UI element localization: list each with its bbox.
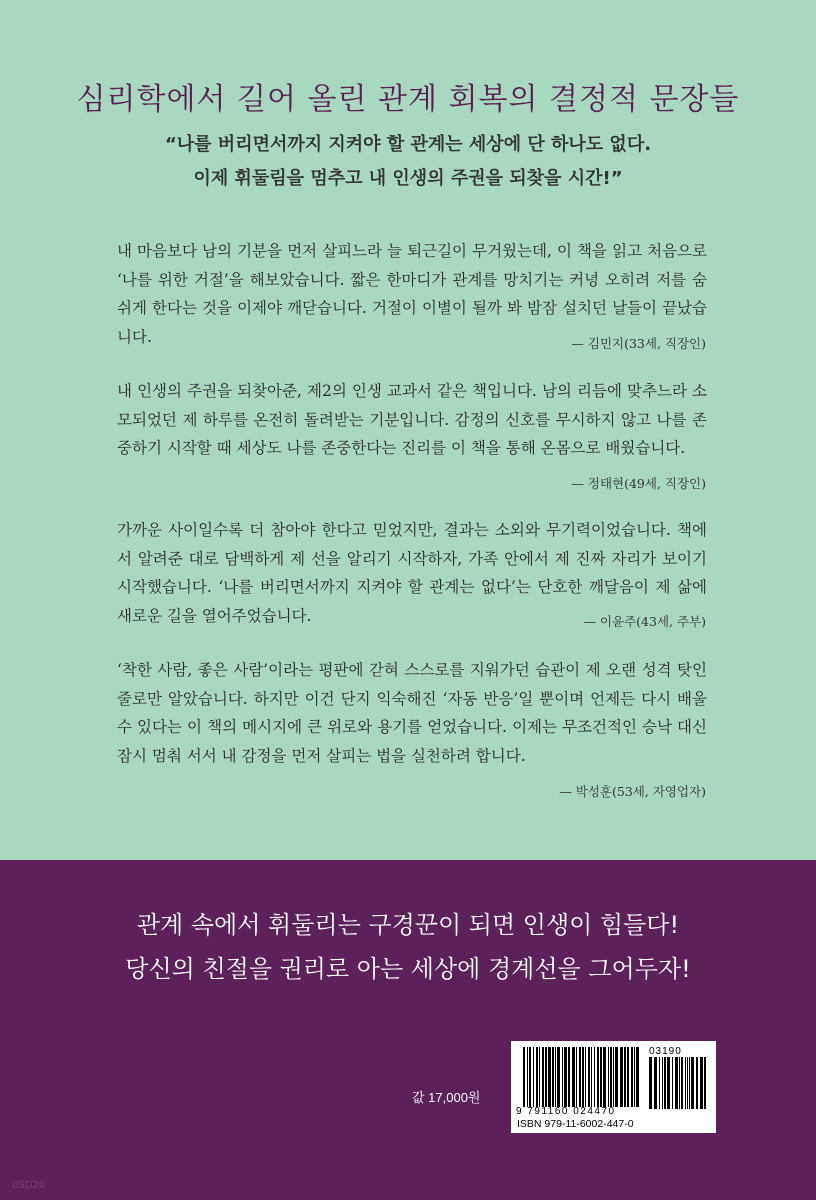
barcode-bar xyxy=(624,1047,626,1107)
review-text: ‘착한 사람, 좋은 사람’이라는 평판에 갇혀 스스로를 지워가던 습관이 제 오랜 성격 탓인 줄로만 알았습니다. 하지만 이건 단지 익숙해진 ‘자동 반응’일 뿐이며 언제든 다시 배울 수 있다는 이 책의 메시지에 큰 위로와 용기를 얻었습니다. 이제는 무조건적인 승낙 대신 잠시 멈춰 서서 내 감정을 먼저 살피는 법을 실천하려 합니다. xyxy=(117,661,707,765)
barcode-bar xyxy=(667,1057,670,1109)
barcode-bar xyxy=(685,1057,686,1109)
headline: 심리학에서 길어 올린 관계 회복의 결정적 문장들 xyxy=(76,82,740,117)
pull-quote xyxy=(0,128,816,196)
review-author: — 정태현(49세, 직장인) xyxy=(571,476,706,491)
barcode-bar xyxy=(696,1057,698,1109)
isbn-label: ISBN 979-11-6002-447-0 xyxy=(517,1118,634,1130)
corner-mark: 0SD20 xyxy=(12,1180,46,1191)
price-label: 값 17,000원 xyxy=(412,1090,481,1105)
barcode-bar xyxy=(662,1057,663,1109)
barcode-bar xyxy=(542,1047,544,1107)
review-4 xyxy=(117,656,707,770)
barcode-bar xyxy=(533,1047,534,1107)
barcode-bar xyxy=(675,1057,678,1109)
barcode-bar xyxy=(620,1047,623,1107)
barcode-bar xyxy=(552,1047,554,1107)
barcode-bar xyxy=(636,1047,639,1107)
barcode-bar xyxy=(659,1057,660,1109)
quote-line-1: “나를 버리면서까지 지켜야 할 관계는 세상에 단 하나도 없다. xyxy=(164,134,652,155)
review-author: — 박성훈(53세, 자영업자) xyxy=(559,784,706,799)
barcode-bar xyxy=(600,1047,602,1107)
barcode-digits: 9 791160 024470 xyxy=(516,1106,616,1117)
barcode-bar xyxy=(615,1047,618,1107)
slogan-line-1: 관계 속에서 휘둘리는 구경꾼이 되면 인생이 힘들다! xyxy=(136,911,680,939)
barcode-bar xyxy=(555,1047,556,1107)
barcode-bar xyxy=(545,1047,547,1107)
barcode-bar xyxy=(588,1047,590,1107)
barcode-bar xyxy=(562,1047,563,1107)
barcode-bar xyxy=(700,1057,703,1109)
barcode-addon-digits: 03190 xyxy=(649,1046,682,1057)
barcode-bar xyxy=(608,1047,609,1107)
barcode-bar xyxy=(564,1047,567,1107)
barcode-bar xyxy=(654,1057,657,1109)
slogan-line-2: 당신의 친절을 권리로 아는 세상에 경계선을 그어두자! xyxy=(125,955,691,983)
barcode-bar xyxy=(536,1047,538,1107)
barcode-bar xyxy=(687,1057,688,1109)
barcode-bar xyxy=(610,1047,612,1107)
barcode-bar xyxy=(649,1057,652,1109)
barcode-bar xyxy=(613,1047,614,1107)
barcode-bar xyxy=(572,1047,575,1107)
barcode-bar xyxy=(627,1047,629,1107)
barcode-bar xyxy=(672,1057,673,1109)
barcode-bar xyxy=(582,1047,584,1107)
review-text: 내 마음보다 남의 기분을 먼저 살피느라 늘 퇴근길이 무거웠는데, 이 책을 읽고 처음으로 ‘나를 위한 거절’을 해보았습니다. 짧은 한마디가 관계를 망치기는 커녕 오히려 저를 숨 쉬게 한다는 것을 이제야 깨닫습니다. 거절이 이별이 될까 봐 밤잠 설치던 날들이 끝났습니다. xyxy=(117,242,707,346)
review-text: 내 인생의 주권을 되찾아준, 제2의 인생 교과서 같은 책입니다. 남의 리듬에 맞추느라 소모되었던 제 하루를 온전히 돌려받는 기분입니다. 감정의 신호를 무시하지 않고 나를 존중하기 시작할 때 세상도 나를 존중한다는 진리를 이 책을 통해 온몸으로 배웠습니다. xyxy=(117,382,707,458)
barcode-bar xyxy=(689,1057,690,1109)
barcode-bar xyxy=(576,1047,577,1107)
barcode-bar xyxy=(591,1047,592,1107)
review-text: 가까운 사이일수록 더 참아야 한다고 믿었지만, 결과는 소외와 무기력이었습니다. 책에서 알려준 대로 담백하게 제 선을 알리기 시작하자, 가족 안에서 제 진짜 자리가 보이기 시작했습니다. ‘나를 버리면서까지 지켜야 할 관계는 없다’는 단호한 깨달음이 제 삶에 새로운 길을 열어주었습니다. xyxy=(117,521,707,625)
barcode-bar xyxy=(631,1047,633,1107)
barcode-bar xyxy=(557,1047,560,1107)
quote-line-2: 이제 휘둘림을 멈추고 내 인생의 주권을 되찾을 시간!” xyxy=(193,168,623,189)
barcode-bar xyxy=(691,1057,694,1109)
barcode-bar xyxy=(594,1047,595,1107)
barcode-bar xyxy=(634,1047,635,1107)
barcode-bar xyxy=(664,1057,666,1109)
barcode-bar xyxy=(679,1057,680,1109)
slogan xyxy=(0,903,816,991)
barcode-bar xyxy=(568,1047,570,1107)
barcode-bar xyxy=(523,1047,525,1107)
barcode-bar xyxy=(704,1057,706,1109)
barcode-bar xyxy=(597,1047,599,1107)
barcode-bar xyxy=(603,1047,606,1107)
barcode-bar xyxy=(681,1057,683,1109)
barcode-bar xyxy=(579,1047,581,1107)
review-author: — 김민지(33세, 직장인) xyxy=(571,336,706,351)
barcode-bar xyxy=(585,1047,586,1107)
review-2 xyxy=(117,377,707,463)
barcode-bar xyxy=(527,1047,528,1107)
review-author: — 이윤주(43세, 주부) xyxy=(583,614,706,629)
barcode-bar xyxy=(548,1047,551,1107)
barcode-bar xyxy=(539,1047,540,1107)
barcode-bar xyxy=(529,1047,531,1107)
